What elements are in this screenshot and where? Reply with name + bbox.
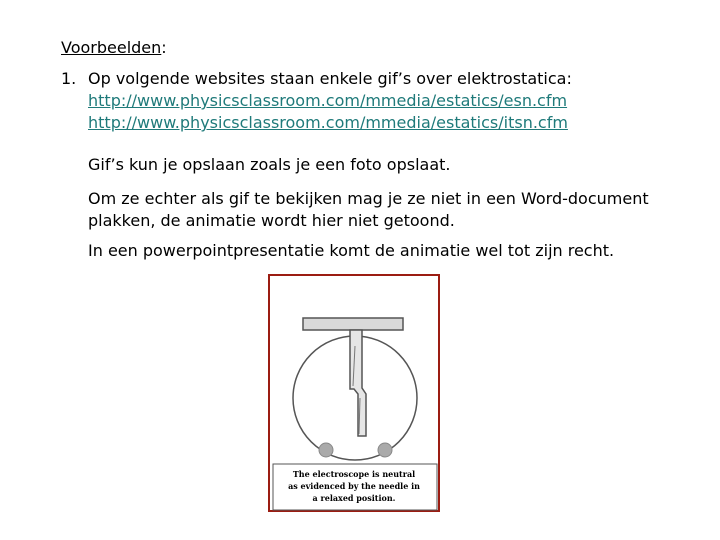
heading-colon: :: [161, 38, 167, 57]
heading: [61, 38, 167, 57]
paragraph-word-warning: Om ze echter als gif te bekijken mag je ze niet in een Word-document plakken, de animatie wordt hier niet getoond.: [88, 189, 649, 230]
intro-text: Op volgende websites staan enkele gif’s over elektrostatica:: [88, 69, 572, 88]
link-esn[interactable]: http://www.physicsclassroom.com/mmedia/estatics/esn.cfm: [88, 91, 568, 110]
top-plate: [303, 318, 403, 330]
figure-caption: The electroscope is neutral as evidenced by the needle in a relaxed position.: [288, 469, 420, 503]
paragraph-save-gif: Gif’s kun je opslaan zoals je een foto opslaat.: [88, 155, 451, 174]
paragraph-powerpoint: In een powerpointpresentatie komt de animatie wel tot zijn recht.: [88, 241, 615, 260]
list-number: 1.: [61, 69, 77, 88]
right-foot: [378, 443, 392, 457]
heading-text: Voorbeelden: [61, 38, 162, 57]
left-foot: [319, 443, 333, 457]
list-item-body: [88, 68, 698, 134]
stem: [350, 330, 366, 436]
link-itsn[interactable]: http://www.physicsclassroom.com/mmedia/estatics/itsn.cfm: [88, 113, 568, 132]
